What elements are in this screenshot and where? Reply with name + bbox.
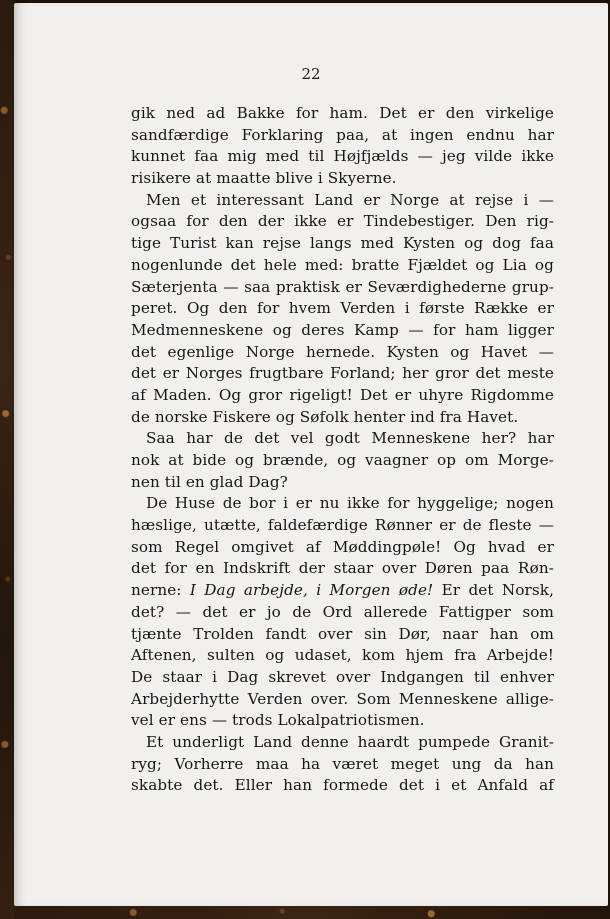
text-line: gik ned ad Bakke for ham. Det er den virkelige bbox=[131, 104, 554, 122]
paragraph-start-line: Saa har de det vel godt Menneskene her? har bbox=[146, 429, 554, 448]
line-suffix: Er det Norsk, bbox=[433, 581, 554, 600]
text-line: Medmenneskene og deres Kamp — for ham ligger bbox=[131, 320, 554, 339]
text-line: det? — det er jo de Ord allerede Fattigper som bbox=[131, 602, 554, 621]
book-cover-edge bbox=[0, 0, 14, 919]
book-page bbox=[14, 3, 608, 906]
line-prefix: nerne: bbox=[131, 581, 190, 600]
paragraph-start-line: De Huse de bor i er nu ikke for hyggelige; nogen bbox=[146, 494, 554, 513]
text-line: nogenlunde det hele med: bratte Fjældet og Lia og bbox=[131, 255, 554, 274]
text-line: skabte det. Eller han formede det i et Anfald af bbox=[131, 776, 554, 795]
text-line: nen til en glad Dag? bbox=[131, 472, 288, 491]
text-line: Sæterjenta — saa praktisk er Seværdighederne grup- bbox=[131, 277, 554, 296]
text-line: det er Norges frugtbare Forland; her gror det meste bbox=[131, 364, 554, 383]
text-line: vel er ens — trods Lokalpatriotismen. bbox=[131, 711, 425, 730]
page-number: 22 bbox=[301, 65, 321, 83]
text-line: det for en Indskrift der staar over Døren paa Røn- bbox=[131, 559, 554, 578]
book-bottom-edge bbox=[14, 906, 610, 919]
text-line: de norske Fiskere og Søfolk henter ind fra Havet. bbox=[131, 407, 519, 426]
door-inscription: I Dag arbejde, i Morgen øde! bbox=[189, 581, 434, 600]
text-line-with-italic bbox=[131, 580, 554, 602]
text-line: nok at bide og brænde, og vaagner op om Morge- bbox=[131, 451, 554, 469]
text-line: tjænte Trolden fandt over sin Dør, naar han om bbox=[131, 624, 554, 643]
paragraph-start-line: Et underligt Land denne haardt pumpede Granit- bbox=[146, 732, 554, 751]
text-line: Arbejderhytte Verden over. Som Menneskene allige- bbox=[131, 689, 554, 708]
text-line: ryg; Vorherre maa ha været meget ung da han bbox=[131, 754, 554, 773]
text-line: det egenlige Norge hernede. Kysten og Havet — bbox=[131, 342, 554, 361]
body-text bbox=[131, 103, 554, 797]
text-line: af Maden. Og gror rigeligt! Det er uhyre Rigdomme bbox=[131, 385, 554, 404]
text-line: sandfærdige Forklaring paa, at ingen endnu har bbox=[131, 125, 554, 144]
text-line: Aftenen, sulten og udaset, kom hjem fra Arbejde! bbox=[131, 646, 554, 665]
text-line: som Regel omgivet af Møddingpøle! Og hvad er bbox=[131, 537, 554, 556]
text-line: tige Turist kan rejse langs med Kysten og dog faa bbox=[131, 234, 554, 253]
text-line: risikere at maatte blive i Skyerne. bbox=[131, 169, 397, 188]
text-line: De staar i Dag skrevet over Indgangen til enhver bbox=[131, 667, 554, 686]
text-line: hæslige, utætte, faldefærdige Rønner er de fleste — bbox=[131, 516, 554, 535]
paragraph-start-line: Men et interessant Land er Norge at rejse i — bbox=[146, 190, 554, 209]
text-line: ogsaa for den der ikke er Tindebestiger. Den rig- bbox=[131, 212, 554, 231]
text-line: kunnet faa mig med til Højfjælds — jeg vilde ikke bbox=[131, 147, 554, 166]
text-line: peret. Og den for hvem Verden i første Række er bbox=[131, 299, 554, 318]
